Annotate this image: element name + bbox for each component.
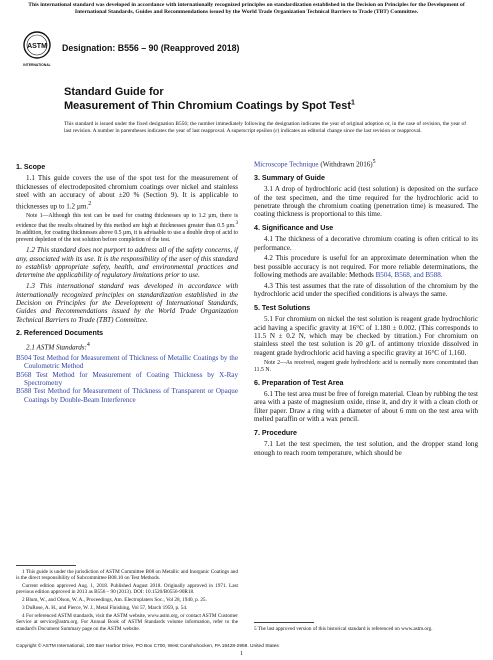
svg-text:INTERNATIONAL: INTERNATIONAL: [23, 63, 51, 67]
ref-title-b504[interactable]: Test Method for Measurement of Thickness of Metallic Coatings by the Coulometric Method: [24, 353, 238, 371]
para-4-3: 4.3 This test assumes that the rate of dissolution of the chromium by the hydrochloric acid under the specified conditions is always the same.: [254, 282, 478, 299]
footnote-1: 1 This guide is under the jurisdiction of ASTM Committee B08 on Metallic and Inorganic Coatings and is the direct responsibility of Subcommittee B08.10 on Test Methods.: [16, 569, 238, 582]
para-4-2: [254, 254, 478, 279]
footnote-5: 5 The last approved version of this historical standard is referenced on www.astm.org.: [254, 626, 433, 632]
footnote-ref-4[interactable]: 4: [86, 341, 90, 348]
page-number: 1: [240, 651, 243, 657]
document-title: [64, 85, 464, 113]
title-line-1: Standard Guide for: [64, 86, 164, 98]
title-footnote-ref[interactable]: 1: [351, 99, 355, 107]
para-2-1: [16, 341, 238, 352]
issuance-statement: This standard is issued under the fixed designation B556; the number immediately following the designation indicates the year of original adoption or, in the case of revision, the year of last revision. A number in parentheses indicates the year of last reapproval. A superscript epsilon (ε) indicates an editorial change since the last revision or reapproval.: [64, 121, 466, 134]
section-heading-procedure: 7. Procedure: [254, 428, 297, 437]
note-1-rest: In addition, for coating thicknesses above 0.5 µm, it is advisable to use a double drop of acid to prevent depletion of the test solution before completion of the test.: [16, 229, 238, 243]
para-6-1: 6.1 The test area must be free of foreign material. Clean by rubbing the test area with a paste of magnesium oxide, rinse it, and dry it with a clean cloth or filter paper. Draw a ring with a diameter of about 6 mm on the test area with melted paraffin or with a wax pencil.: [254, 390, 478, 424]
section-heading-referenced-documents: 2. Referenced Documents: [16, 329, 104, 338]
para-1-2: 1.2 This standard does not purport to address all of the safety concerns, if any, associated with its use. It is the responsibility of the user of this standard to establish appropriate safety, health, and environmental practices and determine the applicability of regulatory limitations prior to use.: [16, 246, 238, 280]
footnote-ref-5[interactable]: 5: [372, 159, 376, 165]
footnote-divider: [16, 565, 76, 566]
note-1: [16, 213, 238, 244]
section-heading-preparation: 6. Preparation of Test Area: [254, 378, 344, 387]
footnote-ref-3[interactable]: 3: [235, 220, 238, 226]
section-heading-scope: 1. Scope: [16, 163, 46, 171]
ref-b588: [16, 387, 238, 404]
right-column: [254, 158, 478, 459]
para-1-1-text: 1.1 This guide covers the use of the spot test for the measurement of thicknesses of electrodeposited chromium coatings over nickel and stainless steel with an accuracy of about ±20 % (Section 9). It is applicable to thicknesses up to 1.2 µm.: [16, 174, 238, 210]
footnote-divider-right: [254, 622, 314, 623]
designation: Designation: B556 – 90 (Reapproved 2018): [62, 43, 240, 53]
section-heading-summary: 3. Summary of Guide: [254, 173, 325, 182]
footnotes: [16, 569, 238, 634]
footnote-1-approval: Current edition approved Aug. 1, 2018. Published August 2018. Originally approved in 1971. Last previous edition approved in 2013 as B556 – 90 (2013). DOI: 10.1520/B0556-90R18.: [16, 583, 238, 596]
ref-b588-continued: [254, 158, 478, 169]
ref-b568: [16, 371, 238, 388]
ref-link-b504[interactable]: B504: [16, 353, 32, 362]
para-5-1: 5.1 For chromium on nickel the test solution is reagent grade hydrochloric acid having a specific gravity at 16°C of 1.180 ± 0.002. (This corresponds to 11.5 N ± 0.2 N, which may be checked by titration.) For chromium on stainless steel the test solution is 20 g/L of antimony trioxide dissolved in reagent grade hydrochloric acid having a specific gravity at 16°C of 1.160.: [254, 315, 478, 357]
svg-text:ASTM: ASTM: [27, 43, 47, 50]
para-4-2-text: 4.2 This procedure is useful for an approximate determination when the best possible accuracy is not required. For more reliable determinations, the following methods are available: Methods: [254, 254, 478, 280]
note-2: Note 2—As received, reagent grade hydrochloric acid is normally more concentrated than 11.5 N.: [254, 359, 478, 373]
ref-title-b568[interactable]: Test Method for Measurement of Coating Thickness by X-Ray Spectrometry: [24, 370, 238, 387]
ref-link-b568[interactable]: B568: [16, 370, 32, 379]
withdrawn-note: (Withdrawn 2016): [318, 160, 373, 169]
para-4-1: 4.1 The thickness of a decorative chromium coating is often critical to its performance.: [254, 235, 478, 252]
para-3-1: 3.1 A drop of hydrochloric acid (test solution) is deposited on the surface of the test specimen, and the time required for the hydrochloric acid to penetrate through the chromium coating (penetration time) is measured. The coating thickness is proportional to this time.: [254, 185, 478, 219]
astm-logo: [22, 30, 52, 72]
para-7-1: 7.1 Let the test specimen, the test solution, and the dropper stand long enough to reach room temperature, which should be: [254, 440, 478, 457]
note-1-text: Note 1—Although this test can be used for coating thicknesses up to 1.2 µm, there is evidence that the results obtained by this method are high at thicknesses greater than 0.5 µm.: [16, 212, 238, 229]
left-column: [16, 158, 238, 404]
footnote-4: 4 For referenced ASTM standards, visit the ASTM website, www.astm.org, or contact ASTM Customer Service at service@astm.org. For Annual Book of ASTM Standards volume information, refer to the standard's Document Summary page on the ASTM website.: [16, 613, 238, 632]
footnote-ref-2[interactable]: 2: [88, 200, 92, 207]
para-2-1-text: 2.1 ASTM Standards:: [26, 342, 87, 351]
ref-title-b588[interactable]: Test Method for Measurement of Thickness of Transparent or Opaque Coatings by Double-Beam Interference: [24, 387, 238, 404]
para-1-3: 1.3 This international standard was developed in accordance with internationally recognized principles on standardization established in the Decision on Principles for the Development of International Standards, Guides and Recommendations issued by the World Trade Organization Technical Barriers to Trade (TBT) Committee.: [16, 282, 238, 324]
title-line-2: [64, 99, 464, 113]
copyright-footer: Copyright © ASTM International, 100 Barr Harbor Drive, PO Box C700, West Conshohocken, PA 19428-2959. United States: [16, 644, 279, 649]
section-heading-test-solutions: 5. Test Solutions: [254, 303, 311, 312]
ref-link-b588[interactable]: B588: [16, 387, 32, 396]
tbt-notice: This international standard was developed in accordance with internationally recognized principles on standardization established in the Decision on Principles for the Development of International Standards, Guides and Recommendations issued by the World Trade Organization Technical Barriers to Trade (TBT) Committee.: [28, 2, 465, 15]
ref-title-b588-continued[interactable]: Microscope Technique: [254, 160, 319, 169]
ref-b504: [16, 354, 238, 371]
title-text: Measurement of Thin Chromium Coatings by Spot Test: [64, 100, 352, 112]
section-heading-significance: 4. Significance and Use: [254, 223, 334, 232]
method-links[interactable]: B504, B568, and B588.: [375, 271, 443, 280]
footnote-3: 3 DuRose, A. H., and Pierce, W. J., Metal Finishing, Vol 57, March 1959, p. 54.: [22, 605, 188, 612]
para-1-1: [16, 174, 238, 210]
footnote-2: 2 Blum, W., and Olson, W. A., Proceedings, Am. Electroplaters Soc., Vol 28, 1940, p. 25.: [22, 597, 207, 604]
